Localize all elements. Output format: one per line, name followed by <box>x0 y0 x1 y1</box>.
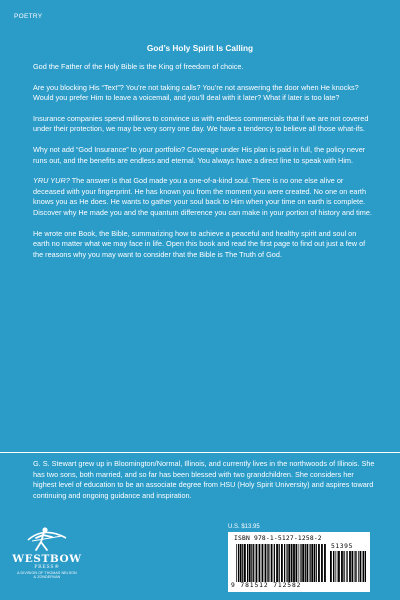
barcode-bar <box>314 544 315 582</box>
barcode-bar <box>341 551 343 582</box>
archer-icon <box>24 522 70 554</box>
barcode-bar <box>251 544 252 582</box>
barcode-bar <box>335 551 336 582</box>
barcode-bar <box>242 544 243 582</box>
publisher-name: WESTBOW <box>12 553 82 565</box>
publisher-logo <box>12 522 82 588</box>
barcode-bar <box>302 544 304 582</box>
barcode-bar <box>347 551 348 582</box>
author-bio: G. S. Stewart grew up in Bloomington/Normal, Illinois, and currently lives in the northwoods of Illinois. She has two sons, both married, and so far has been blessed with two grandchildren. She considers her highest level of education to be an associate degree from HSU (Holy Spirit University) and aspires toward continuing and ongoing guidance and inspiration. <box>33 459 375 500</box>
section-divider <box>0 452 400 453</box>
barcode-addon-bars <box>330 551 366 582</box>
barcode-bar <box>276 544 278 582</box>
barcode-bar <box>256 544 258 582</box>
barcode-bar <box>333 551 334 582</box>
barcode-bar <box>247 544 248 582</box>
barcode-bar <box>268 544 269 582</box>
barcode-box <box>228 532 370 592</box>
barcode-bar <box>343 551 344 582</box>
barcode-bar <box>286 544 287 582</box>
barcode-bar <box>299 544 300 582</box>
barcode-bar <box>262 544 264 582</box>
barcode-bar <box>296 544 298 582</box>
barcode-bar <box>338 551 340 582</box>
publisher-press: PRESS® <box>34 565 60 570</box>
barcode-bar <box>330 551 332 582</box>
paragraph: He wrote one Book, the Bible, summarizing how to achieve a peaceful and healthy spirit and soul on earth no matter what we may face in life. Open this book and read the first page to find out just a few of the reasons why you may want to consider that the Bible is The Truth of God. <box>33 228 366 259</box>
publisher-division-2: & ZONDERVAN <box>33 575 61 580</box>
barcode-bar <box>293 544 295 582</box>
barcode-bar <box>284 544 285 582</box>
barcode-bar <box>311 544 313 582</box>
italic-lead: YRU YUR? <box>33 176 70 186</box>
paragraph: God the Father of the Holy Bible is the King of freedom of choice. <box>33 62 244 71</box>
barcode-bar <box>337 551 338 582</box>
barcode-bar <box>288 544 290 582</box>
barcode-bar <box>236 544 237 582</box>
barcode-main-bars <box>236 544 328 582</box>
barcode-digits: 9 781512 712582 <box>231 582 302 589</box>
barcode-bar <box>365 551 366 582</box>
barcode-bar <box>355 551 356 582</box>
barcode-bar <box>238 544 239 582</box>
barcode-bar <box>349 551 351 582</box>
barcode-bar <box>259 544 261 582</box>
isbn-text: ISBN 978-1-5127-1258-2 <box>234 535 322 542</box>
paragraph: Are you blocking His “Text”? You’re not taking calls? You’re not answering the door when He knocks? Would you prefer Him to leave a voicemail, and you’ll deal with it later? What if later is too late? <box>33 82 359 103</box>
barcode-bar <box>346 551 347 582</box>
barcode-bar <box>271 544 273 582</box>
barcode-bar <box>316 544 317 582</box>
barcode-bar <box>363 551 365 582</box>
barcode-bar <box>358 551 359 582</box>
paragraph: Insurance companies spend millions to convince us with endless commercials that if we are not covered under their protection, we may be very sorry one day. We have a tendency to believe all those what-ifs. <box>33 113 369 134</box>
barcode-bar <box>267 544 268 582</box>
barcode-bar <box>281 544 283 582</box>
barcode-bar <box>265 544 267 582</box>
paragraph: Why not add “God Insurance” to your portfolio? Coverage under His plan is paid in full, the policy never runs out, and the benefits are endless and eternal. You always have a direct line to speak with Him. <box>33 144 366 165</box>
barcode-bar <box>307 544 309 582</box>
barcode-bar <box>291 544 293 582</box>
publisher-division-1: A DIVISION OF THOMAS NELSON <box>17 571 77 575</box>
back-cover-title: God’s Holy Spirit Is Calling <box>146 43 254 53</box>
barcode-bar <box>305 544 306 582</box>
price-label: U.S. $13.95 <box>228 524 260 530</box>
barcode-bar <box>240 544 242 582</box>
paragraph-text: The answer is that God made you a one-of-a-kind soul. There is no one else alive or deceased with your fingerprint. He has known you from the moment you were created. No one on earth knows you as He does. He wants to gather your soul back to Him when your time on earth is complete. Discover why He made you and the quantum difference you can make in your portion of history and time. <box>33 176 372 217</box>
barcode-bar <box>352 551 354 582</box>
barcode-bar <box>274 544 275 582</box>
barcode-bar <box>318 544 320 582</box>
blurb <box>33 62 373 270</box>
barcode-bar <box>249 544 251 582</box>
barcode-bar <box>324 544 326 582</box>
addon-digits: 51395 <box>331 543 353 550</box>
barcode-bar <box>300 544 301 582</box>
paragraph <box>33 176 373 218</box>
barcode-bar <box>244 544 246 582</box>
barcode-bar <box>321 544 323 582</box>
barcode-bar <box>253 544 254 582</box>
barcode-bar <box>356 551 357 582</box>
barcode-bar <box>279 544 280 582</box>
category-label: POETRY <box>14 13 43 20</box>
barcode-bar <box>360 551 362 582</box>
barcode-bar <box>310 544 311 582</box>
